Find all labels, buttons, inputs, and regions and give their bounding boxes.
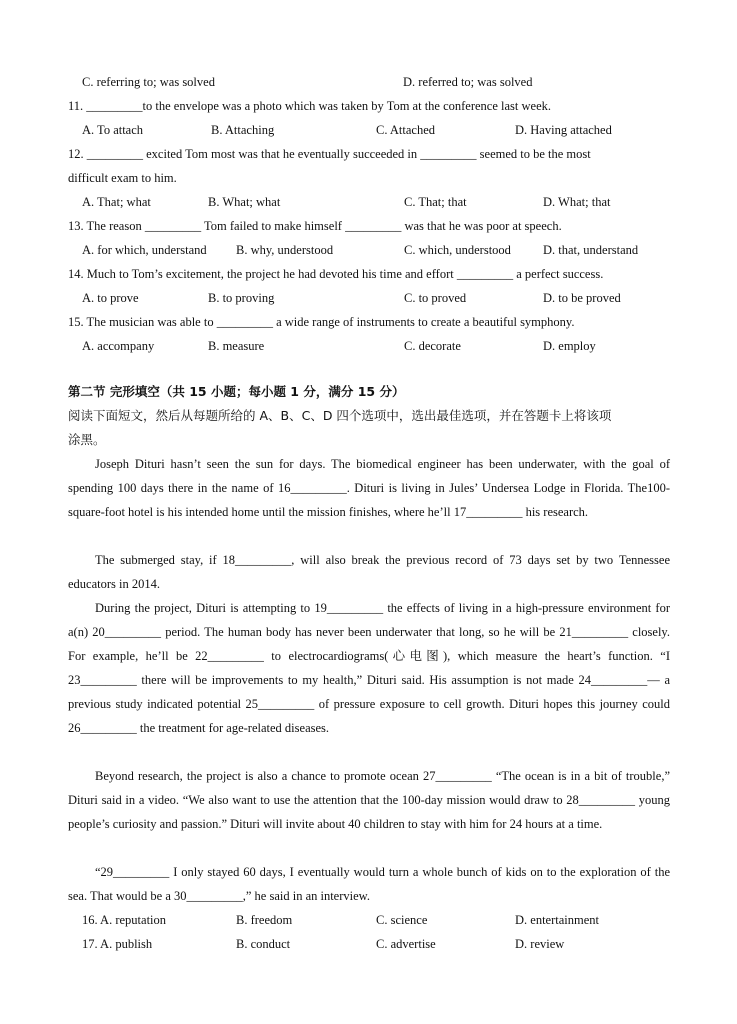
q15-option-d: D. employ	[543, 339, 596, 353]
q13-option-b: B. why, understood	[236, 243, 334, 257]
q11-option-a: A. To attach	[82, 123, 144, 137]
passage-paragraph-1: Joseph Dituri hasn’t seen the sun for days. The biomedical engineer has been underwater, with the goal of spending 100 days there in the name of 16_________. Dituri is living in Jules’ Undersea Lodge in Florida. The100-square-foot hotel is his intended home until the mission finishes, where he’ll 17_________ his research.	[68, 457, 670, 519]
q13-stem: 13. The reason _________ Tom failed to make himself _________ was that he was poor at speech.	[68, 219, 562, 233]
passage-paragraph-4: Beyond research, the project is also a chance to promote ocean 27_________ “The ocean is in a bit of trouble,” Dituri said in a video. “We also want to use the attention that the 100-day mission would draw to 28_________ young people’s curiosity and passion.” Dituri will invite about 40 children to stay with him for 24 hours at a time.	[68, 769, 670, 831]
q15-option-b: B. measure	[208, 339, 265, 353]
q11-stem: 11. _________to the envelope was a photo which was taken by Tom at the conference last week.	[68, 99, 552, 113]
q15-option-c: C. decorate	[404, 339, 461, 353]
q14-option-a: A. to prove	[82, 291, 139, 305]
q10-option-d: D. referred to; was solved	[403, 75, 533, 89]
q12-option-a: A. That; what	[82, 195, 151, 209]
q16-option-b: B. freedom	[236, 913, 293, 927]
passage-paragraph-3: During the project, Dituri is attempting to 19_________ the effects of living in a high-pressure environment for a(n) 20_________ period. The human body has never been underwater that long, so he will be 21_________ closely. For example, he’ll be 22_________ to electrocardiograms(心电图), which measure the heart’s function. “I 23_________ there will be improvements to my health,” Dituri said. His assumption is not made 24_________— a previous study indicated potential 25_________ of pressure exposure to cell growth. Dituri hopes this journey could 26_________ the treatment for age-related diseases.	[68, 601, 670, 735]
q16-option-a: 16. A. reputation	[82, 913, 167, 927]
q17-option-d: D. review	[515, 937, 565, 951]
q13-option-c: C. which, understood	[404, 243, 511, 257]
q12-stem-line1: 12. _________ excited Tom most was that he eventually succeeded in _________ seemed to be the most	[68, 147, 591, 161]
passage-paragraph-5: “29_________ I only stayed 60 days, I eventually would turn a whole bunch of kids on to the exploration of the sea. That would be a 30_________,” he said in an interview.	[68, 865, 670, 903]
q14-option-c: C. to proved	[404, 291, 467, 305]
q15-option-a: A. accompany	[82, 339, 155, 353]
q12-stem-line2: difficult exam to him.	[68, 171, 177, 185]
q12-option-d: D. What; that	[543, 195, 611, 209]
section2-instructions-line1: 阅读下面短文，然后从每题所给的 A、B、C、D 四个选项中，选出最佳选项，并在答题卡上将该项	[68, 408, 612, 423]
q10-option-c: C. referring to; was solved	[82, 75, 215, 89]
q16-option-c: C. science	[376, 913, 428, 927]
q17-option-b: B. conduct	[236, 937, 291, 951]
q15-stem: 15. The musician was able to _________ a wide range of instruments to create a beautiful symphony.	[68, 315, 575, 329]
q13-option-d: D. that, understand	[543, 243, 639, 257]
q14-option-d: D. to be proved	[543, 291, 621, 305]
q12-option-b: B. What; what	[208, 195, 281, 209]
q17-option-c: C. advertise	[376, 937, 436, 951]
q14-option-b: B. to proving	[208, 291, 275, 305]
section2-instructions-line2: 涂黑。	[68, 432, 106, 447]
q14-stem: 14. Much to Tom’s excitement, the project he had devoted his time and effort _________ a perfect success.	[68, 267, 604, 281]
section2-heading: 第二节 完形填空（共 15 小题；每小题 1 分，满分 15 分）	[68, 384, 405, 399]
q11-option-d: D. Having attached	[515, 123, 612, 137]
q13-option-a: A. for which, understand	[82, 243, 207, 257]
passage-paragraph-2: The submerged stay, if 18_________, will also break the previous record of 73 days set by two Tennessee educators in 2014.	[68, 553, 670, 591]
q17-option-a: 17. A. publish	[82, 937, 153, 951]
q12-option-c: C. That; that	[404, 195, 467, 209]
q11-option-b: B. Attaching	[211, 123, 275, 137]
q16-option-d: D. entertainment	[515, 913, 599, 927]
q11-option-c: C. Attached	[376, 123, 436, 137]
